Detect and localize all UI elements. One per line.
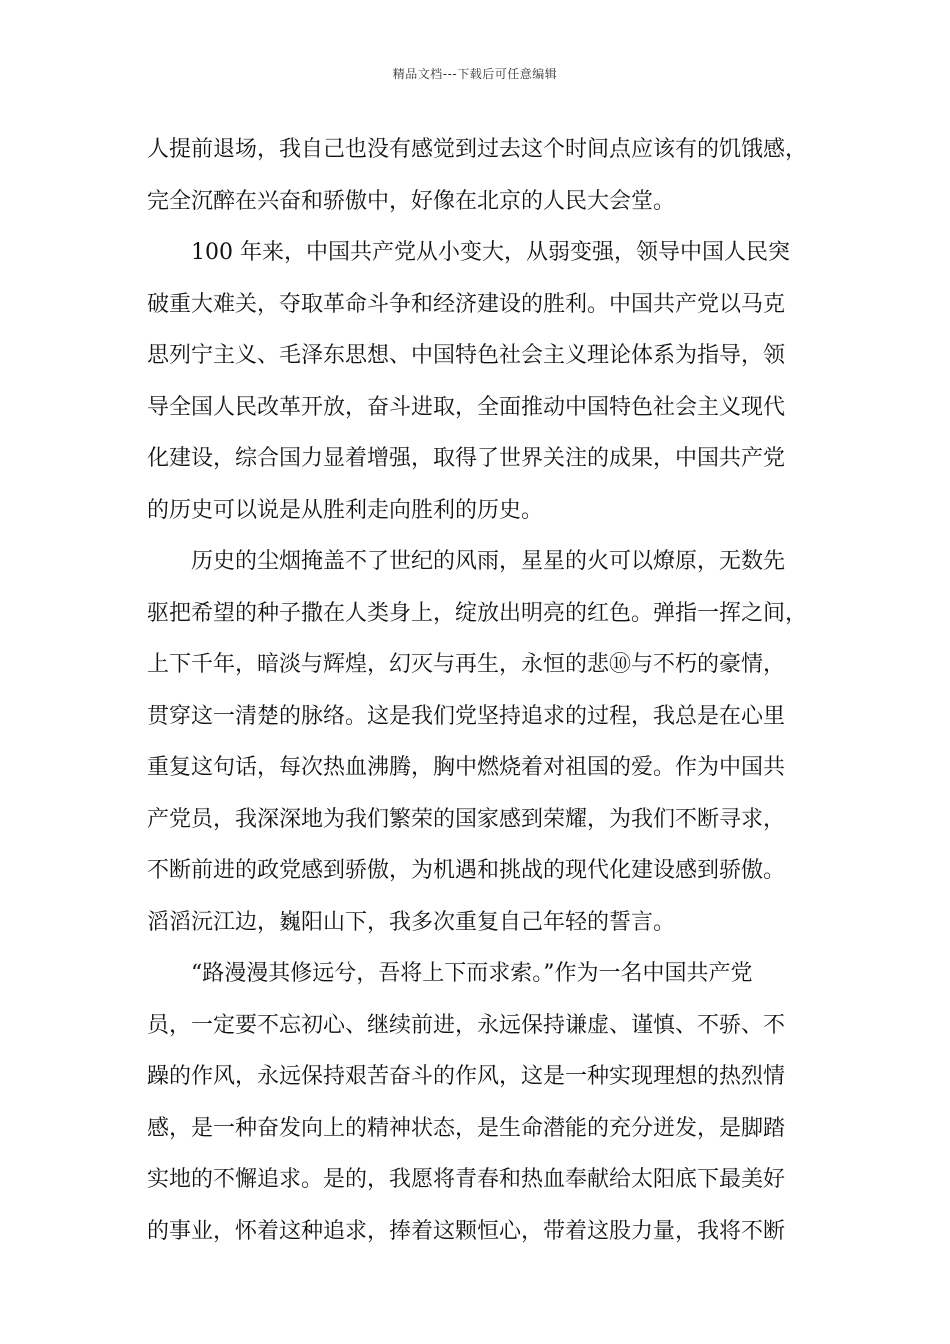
text-line: 100 年来，中国共产党从小变大，从弱变强，领导中国人民突 — [191, 240, 790, 265]
body-text — [147, 124, 807, 1257]
text-line: 实地的不懈追求。是的，我愿将青春和热血奉献给太阳底下最美好 — [147, 1167, 786, 1192]
text-line: 产党员，我深深地为我们繁荣的国家感到荣耀，为我们不断寻求， — [147, 806, 786, 832]
text-line: 破重大难关，夺取革命斗争和经济建设的胜利。中国共产党以马克 — [147, 291, 786, 317]
text-line: 上下千年，暗淡与辉煌，幻灭与再生，永恒的悲⑩与不朽的豪情， — [147, 652, 786, 677]
text-line: “路漫漫其修远兮，吾将上下而求索。”作为一名中国共产党 — [191, 961, 753, 986]
text-line: 滔滔沅江边，巍阳山下，我多次重复自己年轻的誓言。 — [147, 909, 676, 935]
text-line: 感，是一种奋发向上的精神状态，是生命潜能的充分迸发，是脚踏 — [147, 1115, 786, 1141]
text-line: 重复这句话，每次热血沸腾，胸中燃烧着对祖国的爱。作为中国共 — [147, 755, 786, 780]
text-line: 思列宁主义、毛泽东思想、中国特色社会主义理论体系为指导，领 — [147, 343, 786, 368]
page-header: 精品文档---下载后可任意编辑 — [392, 67, 558, 81]
text-line: 不断前进的政党感到骄傲，为机遇和挑战的现代化建设感到骄傲。 — [147, 858, 786, 883]
text-line: 完全沉醉在兴奋和骄傲中，好像在北京的人民大会堂。 — [147, 188, 676, 214]
text-line: 的历史可以说是从胜利走向胜利的历史。 — [147, 497, 544, 523]
text-line: 的事业，怀着这种追求，捧着这颗恒心，带着这股力量，我将不断 — [147, 1218, 786, 1244]
text-line: 导全国人民改革开放，奋斗进取，全面推动中国特色社会主义现代 — [147, 394, 786, 420]
text-line: 驱把希望的种子撒在人类身上，绽放出明亮的红色。弹指一挥之间， — [147, 600, 808, 626]
text-line: 历史的尘烟掩盖不了世纪的风雨，星星的火可以燎原，无数先 — [191, 549, 786, 574]
text-line: 化建设，综合国力显着增强，取得了世界关注的成果，中国共产党 — [147, 446, 786, 471]
text-line: 贯穿这一清楚的脉络。这是我们党坚持追求的过程，我总是在心里 — [147, 703, 786, 729]
text-line: 躁的作风，永远保持艰苦奋斗的作风，这是一种实现理想的热烈情 — [147, 1064, 786, 1089]
text-line: 员，一定要不忘初心、继续前进，永远保持谦虚、谨慎、不骄、不 — [147, 1012, 786, 1038]
text-line: 人提前退场，我自己也没有感觉到过去这个时间点应该有的饥饿感， — [147, 137, 808, 162]
